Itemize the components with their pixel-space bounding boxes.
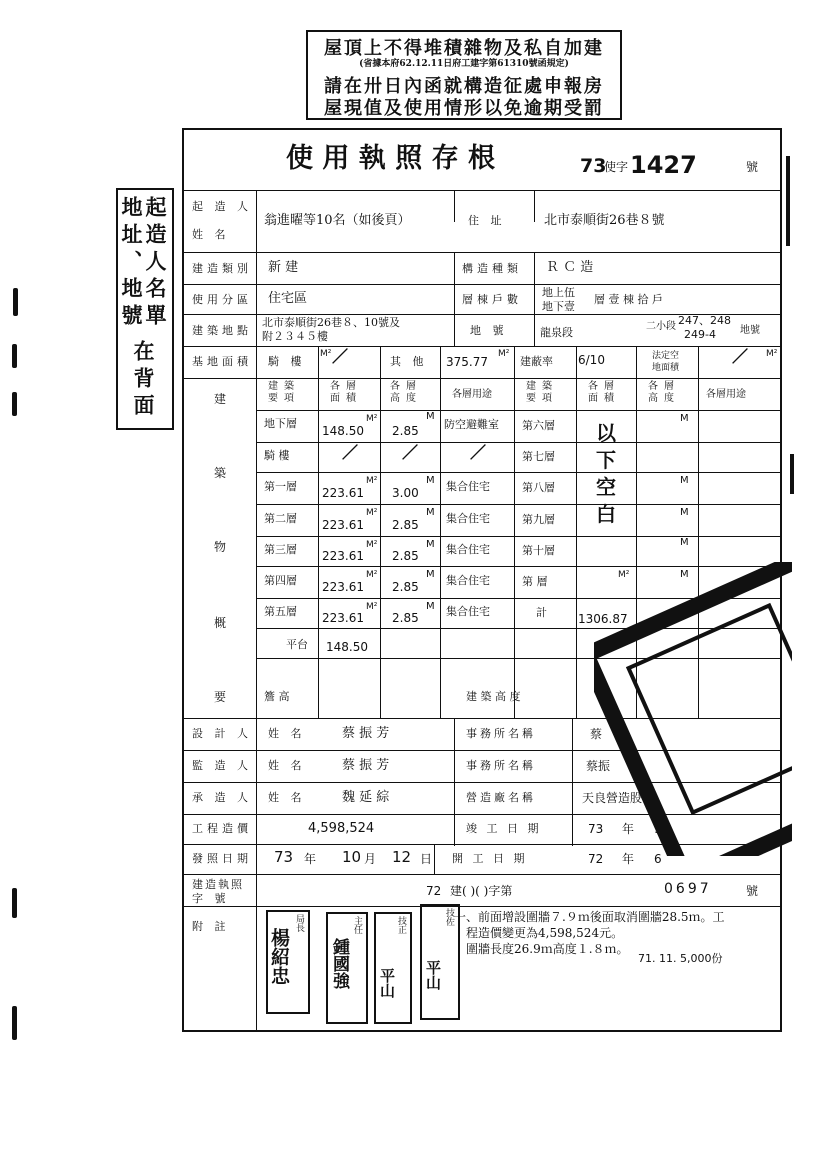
notice-line-2: (省據本府62.12.11日府工建字第61310號函規定) [359,59,569,69]
unit-length: M [426,539,435,550]
floor-name: 計 [536,606,547,619]
remark-line-3: 圍牆長度26.9ｍ高度１.８ｍ。 [466,942,629,956]
floor-height: 2.85 [392,611,419,625]
unit-area: M² [366,476,378,486]
unit-area: M² [366,508,378,518]
col-header-height: 各層高度 [390,381,422,404]
permit-no-text: 建( )( )字第 [450,884,513,898]
arcade-unit: M² [320,349,332,359]
unit-length: M [680,475,689,486]
vacant-value: ／ [732,347,749,366]
lot-numbers-2: 249-4 [684,328,716,341]
signature-role: 技正 [396,916,406,934]
owner-label-name: 姓 名 [192,228,230,241]
other-unit: M² [498,349,510,359]
supervisor-firm: 蔡振 [586,759,611,773]
floor-height: 2.85 [392,424,419,438]
margin-mark [790,454,808,494]
floor-area: 148.50 [322,424,364,438]
floor-name: 第一層 [264,480,297,493]
side-note [116,188,174,430]
permit-no-suffix: 號 [746,884,759,898]
section-label-char: 築 [214,466,227,480]
unit-length: M [680,569,689,580]
permit-no-label-2: 字 號 [192,892,230,905]
official-seal [594,562,792,856]
issue-year: 73 [274,848,294,866]
firm-value: 蔡 [590,727,603,741]
designer-label: 設 計 人 [192,727,252,740]
signature-role: 技佐 [444,908,454,926]
notice-line-1: 屋頂上不得堆積雜物及私自加建 [324,38,604,59]
col-header-height: 各層高度 [648,381,680,404]
signature-stamp [374,912,412,1024]
floor-name: 第 層 [522,575,548,588]
eave-height-label: 簷 高 [264,690,290,703]
build-type-value: 新 建 [268,260,299,275]
empty-mark: 以下空白 [596,421,616,526]
floor-area: 223.61 [322,486,364,500]
col-header-area: 各層面積 [330,381,362,404]
side-note-col-2: 地址、地號 [119,196,144,331]
floor-name: 地下層 [264,417,297,430]
binding-mark [13,288,18,316]
contractor-name-label: 姓 名 [268,791,306,804]
unit-length: M [426,601,435,612]
binding-mark [12,888,17,918]
remark-line-1: 一、前面增設圍牆７.９ｍ後面取消圍牆28.5ｍ。工 [454,910,725,924]
permit-number: 1427 [630,151,697,179]
unit-length: M [680,413,689,424]
issue-day: 12 [392,848,412,866]
floor-use: 集合住宅 [446,543,490,556]
regulation-notice [306,30,622,120]
signature-role: 局長 [294,914,304,932]
side-note-col-1: 起造人名單 [143,196,168,331]
floor-name: 第六層 [522,419,555,432]
start-year: 72 [588,852,604,866]
lot-sub: 二小段 [646,321,676,332]
contractor-firm-label: 營造廠名稱 [466,791,536,804]
address-value: 北市泰順街26巷８號 [544,213,665,228]
signature-name: 鍾國強 [329,938,349,989]
floor-height: 2.85 [392,580,419,594]
print-code: 71. 11. 5,000份 [638,952,723,965]
base-area-label: 基地面積 [192,355,252,368]
signature-role: 主任 [352,916,362,934]
signature-name: 楊紹忠 [268,928,290,985]
floors-label: 層棟戶數 [462,293,522,306]
finish-date-label: 竣 工 日 期 [466,822,542,835]
form-title: 使 用 執 照 存 根 [286,143,495,174]
firm-label: 事務所名稱 [466,727,536,740]
finish-year: 73 [588,822,604,836]
floor-use: 集合住宅 [446,480,490,493]
start-date-label: 開 工 日 期 [452,852,528,865]
signature-stamp [420,904,460,1020]
supervisor-label: 監 造 人 [192,759,252,772]
zone-label: 使用分區 [192,293,252,306]
site-label: 建築地點 [192,324,252,337]
owner-label: 起 造 人 [192,200,252,213]
permit-type: 使字 [604,160,629,174]
floor-use: 集合住宅 [446,512,490,525]
site-value-2: 附２３４５樓 [262,330,328,343]
zone-value: 住宅區 [268,291,308,306]
structure-label: 構造種類 [462,262,522,275]
permit-no-year: 72 [426,884,442,898]
unit-area: M² [366,570,378,580]
permit-no-value: 0697 [664,881,712,897]
permit-suffix: 號 [746,160,759,174]
issue-day-label: 日 [420,852,433,866]
unit-length: M [426,507,435,518]
floor-use: 防空避難室 [444,418,499,431]
structure-value: Ｒ Ｃ 造 [546,260,594,275]
unit-length: M [680,507,689,518]
floors-above: 地上伍 [542,286,575,299]
side-note-col-3: 在背面 [131,340,156,421]
unit-area: M² [366,540,378,550]
floor-name: 第九層 [522,513,555,526]
vacant-label-2: 地面積 [652,363,680,373]
floor-name: 第五層 [264,605,297,618]
unit-area: M² [366,414,378,424]
contractor-name: 魏 延 綜 [342,790,390,805]
col-header-use: 各層用途 [706,389,746,400]
binding-mark [12,1006,17,1040]
col-header-use: 各層用途 [452,389,492,400]
finish-month: 9 [654,822,662,836]
unit-length: M [680,537,689,548]
binding-mark [12,344,17,368]
vacant-unit: M² [766,349,778,359]
supervisor-name-label: 姓 名 [268,759,306,772]
signature-stamp [266,910,310,1014]
col-header-item: 建築要項 [268,381,300,404]
floor-name: 第三層 [264,543,297,556]
lot-label: 地 號 [470,324,508,337]
start-year-label: 年 [622,852,635,866]
unit-length: M [426,475,435,486]
floor-area: 223.61 [322,611,364,625]
section-label-char: 物 [214,540,227,554]
floor-height: ／ [402,443,419,462]
coverage-label: 建蔽率 [520,355,553,368]
unit-area: M² [618,570,630,580]
arcade-label: 騎 樓 [268,355,306,368]
floor-area: 223.61 [322,549,364,563]
finish-year-label: 年 [622,822,635,836]
supervisor-name: 蔡 振 芳 [342,758,390,773]
other-value: 375.77 [446,355,488,369]
floor-use: ／ [470,443,487,462]
floor-name: 第十層 [522,544,555,557]
remarks-label: 附 註 [192,920,230,933]
issue-year-label: 年 [304,852,317,866]
issue-month-label: 月 [364,852,377,866]
col-header-area: 各層面積 [588,381,620,404]
unit-length: M [426,411,435,422]
section-label-char: 建 [214,392,227,406]
coverage-value: 6/10 [578,353,605,367]
floor-height: 2.85 [392,518,419,532]
tower-label: 平台 [286,638,308,651]
designer-name: 蔡 振 芳 [342,726,390,741]
cost-label: 工程造價 [192,822,252,835]
site-value-1: 北市泰順街26巷８、10號及 [262,316,400,329]
floor-height: 3.00 [392,486,419,500]
remark-line-2: 程造價變更為4,598,524元。 [466,926,624,940]
floor-area: 223.61 [322,580,364,594]
permit-year: 73 [580,155,607,177]
floor-name: 第七層 [522,450,555,463]
lot-numbers-1: 247、248 [678,314,731,327]
floor-use: 集合住宅 [446,574,490,587]
floor-height: 2.85 [392,549,419,563]
floors-rest: 層 壹 棟 拾 戶 [594,293,663,306]
supervisor-firm-label: 事務所名稱 [466,759,536,772]
building-height-label: 建 築 高 度 [466,690,521,703]
contractor-firm: 天良營造股 [582,791,643,805]
start-month: 6 [654,852,662,866]
binding-mark [12,392,17,416]
designer-name-label: 姓 名 [268,727,306,740]
unit-length: M [426,569,435,580]
build-type-label: 建造類別 [192,262,252,275]
floor-name: 騎 樓 [264,449,290,462]
cost-value: 4,598,524 [308,821,375,836]
signature-stamp [326,912,368,1024]
signature-name: 平山 [378,968,396,998]
owner-value: 翁進曜等10名（如後頁） [264,213,411,228]
arcade-value: ／ [332,347,349,366]
unit-area: M² [366,602,378,612]
notice-line-4: 屋現值及使用情形以免逾期受罰 [324,98,604,119]
other-label: 其 他 [390,355,428,368]
floors-below: 地下壹 [542,300,575,313]
total-area: 1306.87 [578,612,628,626]
issue-date-label: 發照日期 [192,852,252,865]
floor-use: 集合住宅 [446,605,490,618]
lot-suffix: 地號 [740,325,760,336]
section-label-char: 要 [214,690,227,704]
floor-name: 第四層 [264,574,297,587]
floor-name: 第八層 [522,481,555,494]
col-header-item: 建築要項 [526,381,558,404]
section-label-char: 概 [214,616,227,630]
signature-name: 平山 [424,960,442,990]
address-label: 住 址 [468,214,506,227]
issue-month: 10 [342,848,362,866]
floor-area: 223.61 [322,518,364,532]
notice-line-3: 請在卅日內函就構造征處申報房 [324,76,604,97]
margin-mark [786,156,814,246]
floor-name: 第二層 [264,512,297,525]
permit-no-label: 建造執照 [192,878,244,891]
vacant-label-1: 法定空 [652,351,680,361]
contractor-label: 承 造 人 [192,791,252,804]
tower-area: 148.50 [326,640,368,654]
lot-section: 龍泉段 [540,326,573,339]
floor-area: ／ [342,443,359,462]
